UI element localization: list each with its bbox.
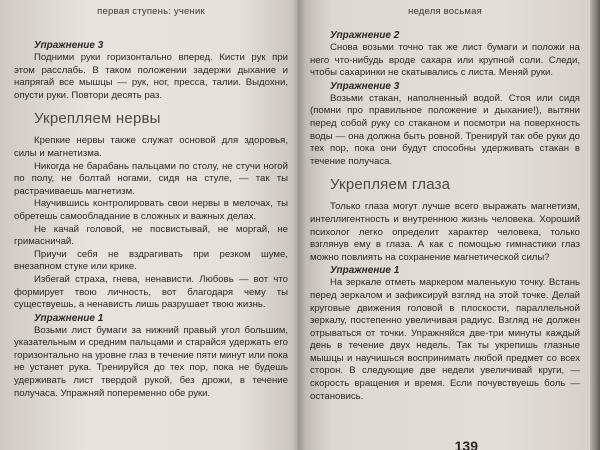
left-page <box>0 0 298 450</box>
paragraph: Никогда не барабань пальцами по столу, не стучи ногой по полу, не болтай ногами, сидя на стуле, — так ты растрачиваешь магнетизм. <box>14 160 288 197</box>
paragraph: На зеркале отметь маркером маленькую точку. Встань перед зеркалом и зафиксируй взгляд на этой точке. Делай круговые движения головой в плоскости, параллельной зеркалу, постепенно увеличивая радиус. Взгляд не должен отрываться от точки. Упражняйся две-три минуты каждый день в течение двух недель. Так ты укрепишь глазные мышцы и научишься воспринимать любой предмет со всех сторон. В следующие две недели увеличивай круги, — скорость вращения и время. Если почувствуешь боль — остановись. <box>310 277 580 402</box>
section-heading: Укрепляем нервы <box>34 110 161 128</box>
left-running-head: первая ступень: ученик <box>97 6 205 17</box>
exercise-title: Упражнение 1 <box>34 312 104 324</box>
paragraph: Возьми лист бумаги за нижний правый угол большим, указательным и средним пальцами и старайся удержать его горизонтально на уровне глаз в течение пяти минут или пока не устанет рука. Тренируйся до тех пор, пока не будешь удерживать лист твердой рукой, без дрожи, в течение получаса. Упражняй попеременно обе руки. <box>14 324 288 399</box>
exercise-title: Упражнение 3 <box>330 80 400 92</box>
paragraph: Возьми стакан, наполненный водой. Стоя или сидя (помни про правильное положение и дыхание!), вытяни перед собой руку со стаканом и посмотри на поверхность воды — она должна быть ровной. Тренируй так обе руки до тех пор, пока они будут способны удерживать стакан в течение получаса. <box>310 92 580 167</box>
paragraph: Научившись контролировать свои нервы в мелочах, ты обретешь самообладание в сложных и важных делах. <box>14 198 288 222</box>
page-number: 139 <box>454 438 478 450</box>
section-heading: Укрепляем глаза <box>330 176 451 194</box>
paragraph: Не качай головой, не посвистывай, не моргай, не гримасничай. <box>14 223 288 248</box>
paragraph: Крепкие нервы также служат основой для здоровья, силы и магнетизма. <box>14 135 288 159</box>
paragraph: Подними руки горизонтально вперед. Кисти рук при этом расслабь. В таком положении задержи дыхание и напрягай все мышцы — рук, ног, пресса, талии. Выдохни, опусти руки. Повтори десять раз. <box>14 52 288 101</box>
book-gutter <box>292 0 306 450</box>
right-page <box>298 0 590 450</box>
paragraph: Снова возьми точно так же лист бумаги и положи на него что-нибудь вроде сахара или крупной соли. Следи, чтобы сахаринки не скатывались с листа. Меняй руки. <box>310 42 580 79</box>
paragraph: Только глаза могут лучше всего выражать магнетизм, интеллигентность и внутреннюю жизнь человека. Хороший психолог легко определит характер человека, только взглянув ему в глаза. А как с помощью гимнастики глаз можно повлиять на сохранение магнетической силы? <box>310 201 580 263</box>
paragraph: Избегай страха, гнева, ненависти. Любовь — вот что формирует твою личность, вот благодаря чему ты существуешь, а ненависть лишь разрушает твою жизнь. <box>14 273 288 311</box>
page-edges <box>590 0 600 450</box>
exercise-title: Упражнение 2 <box>330 30 400 41</box>
left-page-content <box>14 39 288 400</box>
paragraph: Приучи себя не вздрагивать при резком шуме, внезапном стуке или крике. <box>14 248 288 273</box>
right-page-content <box>310 29 580 403</box>
exercise-title: Упражнение 3 <box>34 40 104 51</box>
right-running-head: неделя восьмая <box>408 6 482 17</box>
exercise-title: Упражнение 1 <box>330 265 400 277</box>
